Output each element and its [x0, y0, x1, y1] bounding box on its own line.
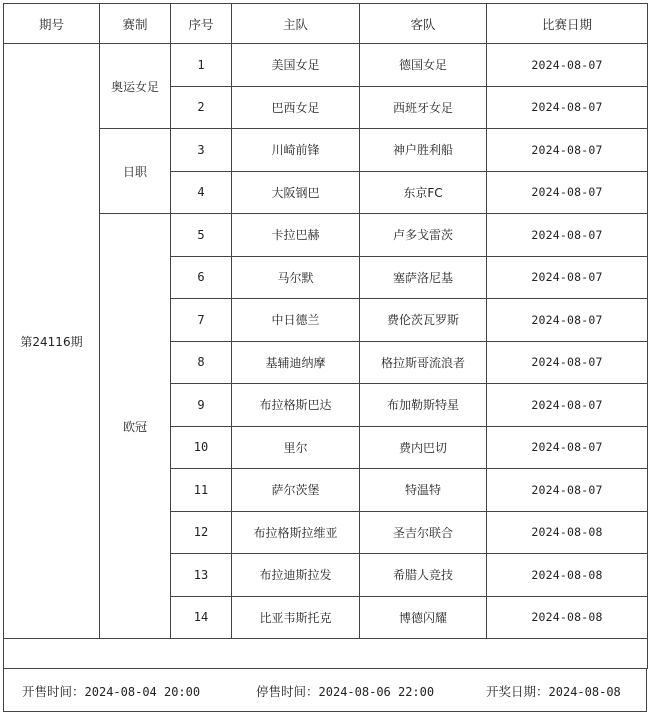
- match-number: 14: [171, 596, 232, 639]
- match-date: 2024-08-08: [487, 554, 648, 597]
- home-team: 萨尔茨堡: [232, 469, 360, 512]
- sale-start-label: 开售时间：: [22, 684, 85, 699]
- competition-cell: 欧冠: [100, 214, 171, 639]
- match-number: 11: [171, 469, 232, 512]
- away-team: 卢多戈雷茨: [360, 214, 487, 257]
- away-team: 布加勒斯特星: [360, 384, 487, 427]
- match-date: 2024-08-07: [487, 171, 648, 214]
- match-number: 13: [171, 554, 232, 597]
- blank-row: [4, 639, 648, 669]
- match-date: 2024-08-07: [487, 299, 648, 342]
- match-date: 2024-08-08: [487, 511, 648, 554]
- match-number: 6: [171, 256, 232, 299]
- away-team: 格拉斯哥流浪者: [360, 341, 487, 384]
- sale-stop-value: 2024-08-06 22:00: [318, 685, 435, 699]
- competition-cell: 奥运女足: [100, 44, 171, 129]
- away-team: 东京FC: [360, 171, 487, 214]
- away-team: 塞萨洛尼基: [360, 256, 487, 299]
- away-team: 希腊人竞技: [360, 554, 487, 597]
- sale-stop: [256, 682, 434, 700]
- home-team: 布拉格斯拉维亚: [232, 511, 360, 554]
- home-team: 基辅迪纳摩: [232, 341, 360, 384]
- away-team: 神户胜利船: [360, 129, 487, 172]
- match-number: 1: [171, 44, 232, 87]
- table-row: [4, 44, 648, 87]
- competition-cell: 日职: [100, 129, 171, 214]
- draw-date: [486, 682, 621, 700]
- table-row: [4, 129, 648, 172]
- match-number: 8: [171, 341, 232, 384]
- home-team: 卡拉巴赫: [232, 214, 360, 257]
- match-date: 2024-08-07: [487, 214, 648, 257]
- match-number: 4: [171, 171, 232, 214]
- away-team: 德国女足: [360, 44, 487, 87]
- match-date: 2024-08-07: [487, 256, 648, 299]
- sale-info-footer: [3, 669, 647, 712]
- sale-stop-label: 停售时间：: [256, 684, 319, 699]
- header-competition: 赛制: [100, 4, 171, 44]
- away-team: 费伦茨瓦罗斯: [360, 299, 487, 342]
- match-number: 3: [171, 129, 232, 172]
- away-team: 圣吉尔联合: [360, 511, 487, 554]
- away-team: 西班牙女足: [360, 86, 487, 129]
- match-date: 2024-08-07: [487, 426, 648, 469]
- match-date: 2024-08-07: [487, 44, 648, 87]
- home-team: 布拉格斯巴达: [232, 384, 360, 427]
- match-number: 7: [171, 299, 232, 342]
- match-date: 2024-08-07: [487, 341, 648, 384]
- sale-start-value: 2024-08-04 20:00: [84, 685, 201, 699]
- home-team: 里尔: [232, 426, 360, 469]
- match-number: 12: [171, 511, 232, 554]
- draw-date-label: 开奖日期：: [486, 684, 549, 699]
- home-team: 巴西女足: [232, 86, 360, 129]
- header-number: 序号: [171, 4, 232, 44]
- home-team: 中日德兰: [232, 299, 360, 342]
- table-row: [4, 214, 648, 257]
- header-match-date: 比赛日期: [487, 4, 648, 44]
- home-team: 大阪钢巴: [232, 171, 360, 214]
- home-team: 川崎前锋: [232, 129, 360, 172]
- match-date: 2024-08-07: [487, 469, 648, 512]
- schedule-sheet: [3, 3, 647, 710]
- match-date: 2024-08-07: [487, 129, 648, 172]
- match-date: 2024-08-07: [487, 384, 648, 427]
- match-number: 2: [171, 86, 232, 129]
- match-number: 5: [171, 214, 232, 257]
- sale-start: [22, 682, 200, 700]
- draw-date-value: 2024-08-08: [548, 685, 621, 699]
- issue-cell: 第24116期: [4, 44, 100, 639]
- home-team: 布拉迪斯拉发: [232, 554, 360, 597]
- header-home-team: 主队: [232, 4, 360, 44]
- match-number: 9: [171, 384, 232, 427]
- match-number: 10: [171, 426, 232, 469]
- match-schedule-table: [3, 3, 648, 669]
- home-team: 美国女足: [232, 44, 360, 87]
- home-team: 马尔默: [232, 256, 360, 299]
- away-team: 费内巴切: [360, 426, 487, 469]
- blank-cell: [4, 639, 648, 669]
- header-away-team: 客队: [360, 4, 487, 44]
- header-issue: 期号: [4, 4, 100, 44]
- away-team: 博德闪耀: [360, 596, 487, 639]
- away-team: 特温特: [360, 469, 487, 512]
- home-team: 比亚韦斯托克: [232, 596, 360, 639]
- header-row: [4, 4, 648, 44]
- match-date: 2024-08-07: [487, 86, 648, 129]
- match-date: 2024-08-08: [487, 596, 648, 639]
